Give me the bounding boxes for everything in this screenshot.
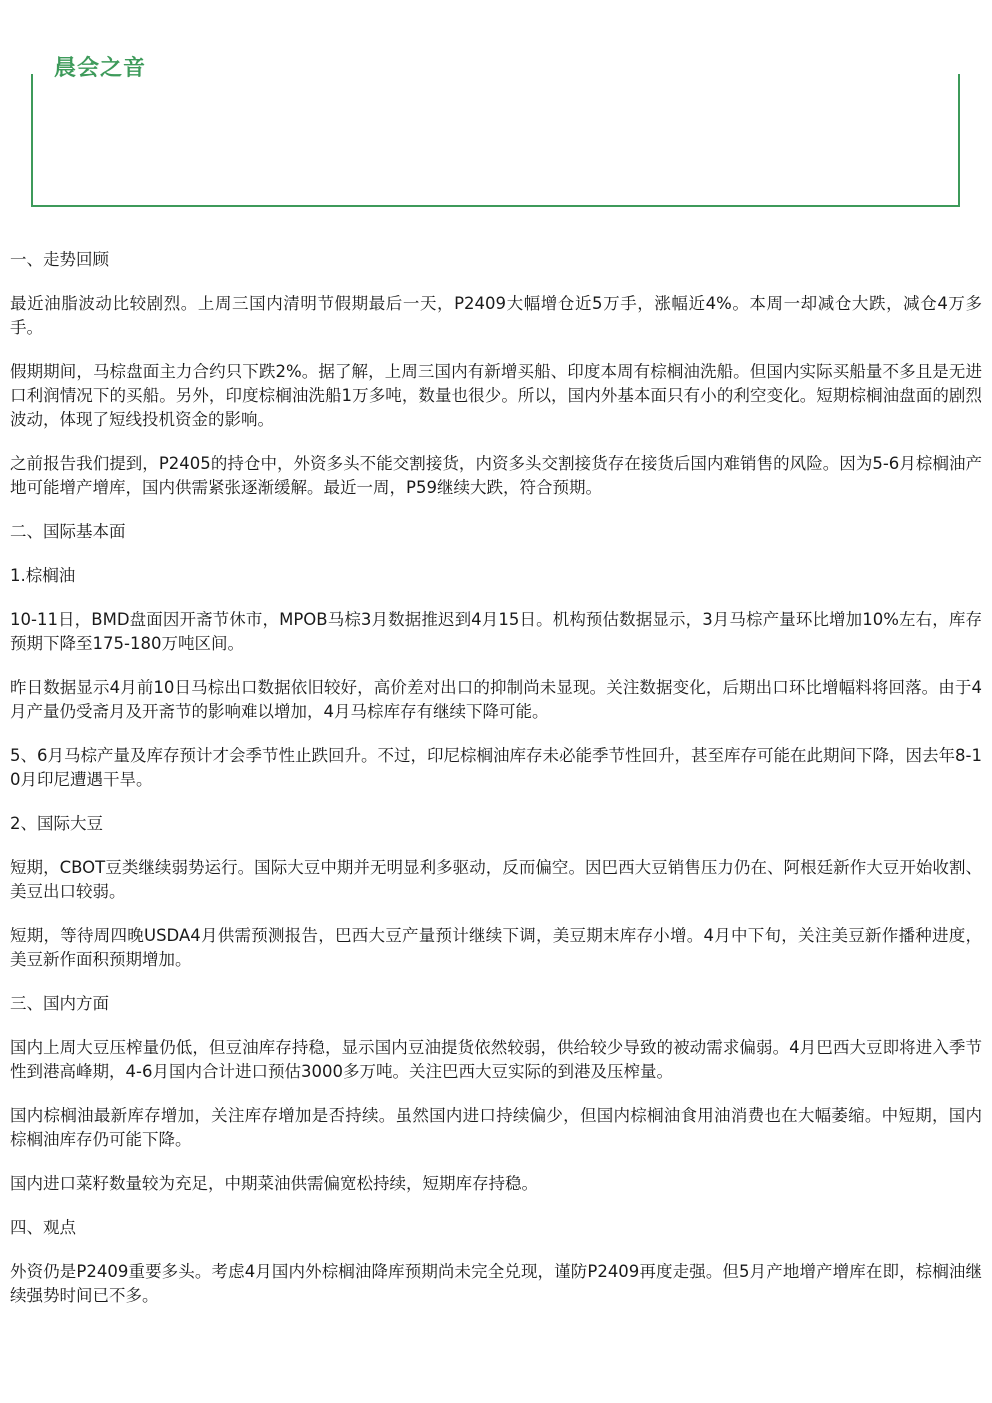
subsection-heading-palm-oil: 1.棕榈油	[10, 566, 76, 585]
paragraph: 短期，等待周四晚USDA4月供需预测报告，巴西大豆产量预计继续下调，美豆期末库存小增。4月中下旬，关注美豆新作播种进度，美豆新作面积预期增加。	[10, 926, 982, 969]
paragraph: 10-11日，BMD盘面因开斋节休市，MPOB马棕3月数据推迟到4月15日。机构预估数据显示，3月马棕产量环比增加10%左右，库存预期下降至175-180万吨区间。	[10, 610, 982, 653]
article-body	[10, 248, 982, 1328]
section-heading-trend-review: 一、走势回顾	[10, 250, 109, 269]
paragraph: 假期期间，马棕盘面主力合约只下跌2%。据了解，上周三国内有新增买船、印度本周有棕榈油洗船。但国内实际买船量不多且是无进口利润情况下的买船。另外，印度棕榈油洗船1万多吨，数量也很少。所以，国内外基本面只有小的利空变化。短期棕榈油盘面的剧烈波动，体现了短线投机资金的影响。	[10, 362, 982, 429]
paragraph: 昨日数据显示4月前10日马棕出口数据依旧较好，高价差对出口的抑制尚未显现。关注数据变化，后期出口环比增幅料将回落。由于4月产量仍受斋月及开斋节的影响难以增加，4月马棕库存有继续下降可能。	[10, 678, 982, 721]
paragraph: 短期，CBOT豆类继续弱势运行。国际大豆中期并无明显利多驱动，反而偏空。因巴西大豆销售压力仍在、阿根廷新作大豆开始收割、美豆出口较弱。	[10, 858, 982, 901]
paragraph: 5、6月马棕产量及库存预计才会季节性止跌回升。不过，印尼棕榈油库存未必能季节性回升，甚至库存可能在此期间下降，因去年8-10月印尼遭遇干旱。	[10, 746, 982, 789]
paragraph: 国内棕榈油最新库存增加，关注库存增加是否持续。虽然国内进口持续偏少，但国内棕榈油食用油消费也在大幅萎缩。中短期，国内棕榈油库存仍可能下降。	[10, 1106, 982, 1149]
paragraph: 最近油脂波动比较剧烈。上周三国内清明节假期最后一天，P2409大幅增仓近5万手，涨幅近4%。本周一却减仓大跌，减仓4万多手。	[10, 294, 982, 337]
paragraph: 外资仍是P2409重要多头。考虑4月国内外棕榈油降库预期尚未完全兑现，谨防P2409再度走强。但5月产地增产增库在即，棕榈油继续强势时间已不多。	[10, 1262, 982, 1305]
section-heading-viewpoint: 四、观点	[10, 1218, 76, 1237]
header-title: 晨会之音	[54, 56, 147, 81]
section-heading-international: 二、国际基本面	[10, 522, 126, 541]
section-heading-domestic: 三、国内方面	[10, 994, 109, 1013]
paragraph: 国内进口菜籽数量较为充足，中期菜油供需偏宽松持续，短期库存持稳。	[10, 1174, 538, 1193]
paragraph: 国内上周大豆压榨量仍低，但豆油库存持稳，显示国内豆油提货依然较弱，供给较少导致的被动需求偏弱。4月巴西大豆即将进入季节性到港高峰期，4-6月国内合计进口预估3000多万吨。关注巴西大豆实际的到港及压榨量。	[10, 1038, 982, 1081]
header-frame	[31, 74, 960, 207]
paragraph: 之前报告我们提到，P2405的持仓中，外资多头不能交割接货，内资多头交割接货存在接货后国内难销售的风险。因为5-6月棕榈油产地可能增产增库，国内供需紧张逐渐缓解。最近一周，P59继续大跌，符合预期。	[10, 454, 982, 497]
subsection-heading-soybean: 2、国际大豆	[10, 814, 103, 833]
